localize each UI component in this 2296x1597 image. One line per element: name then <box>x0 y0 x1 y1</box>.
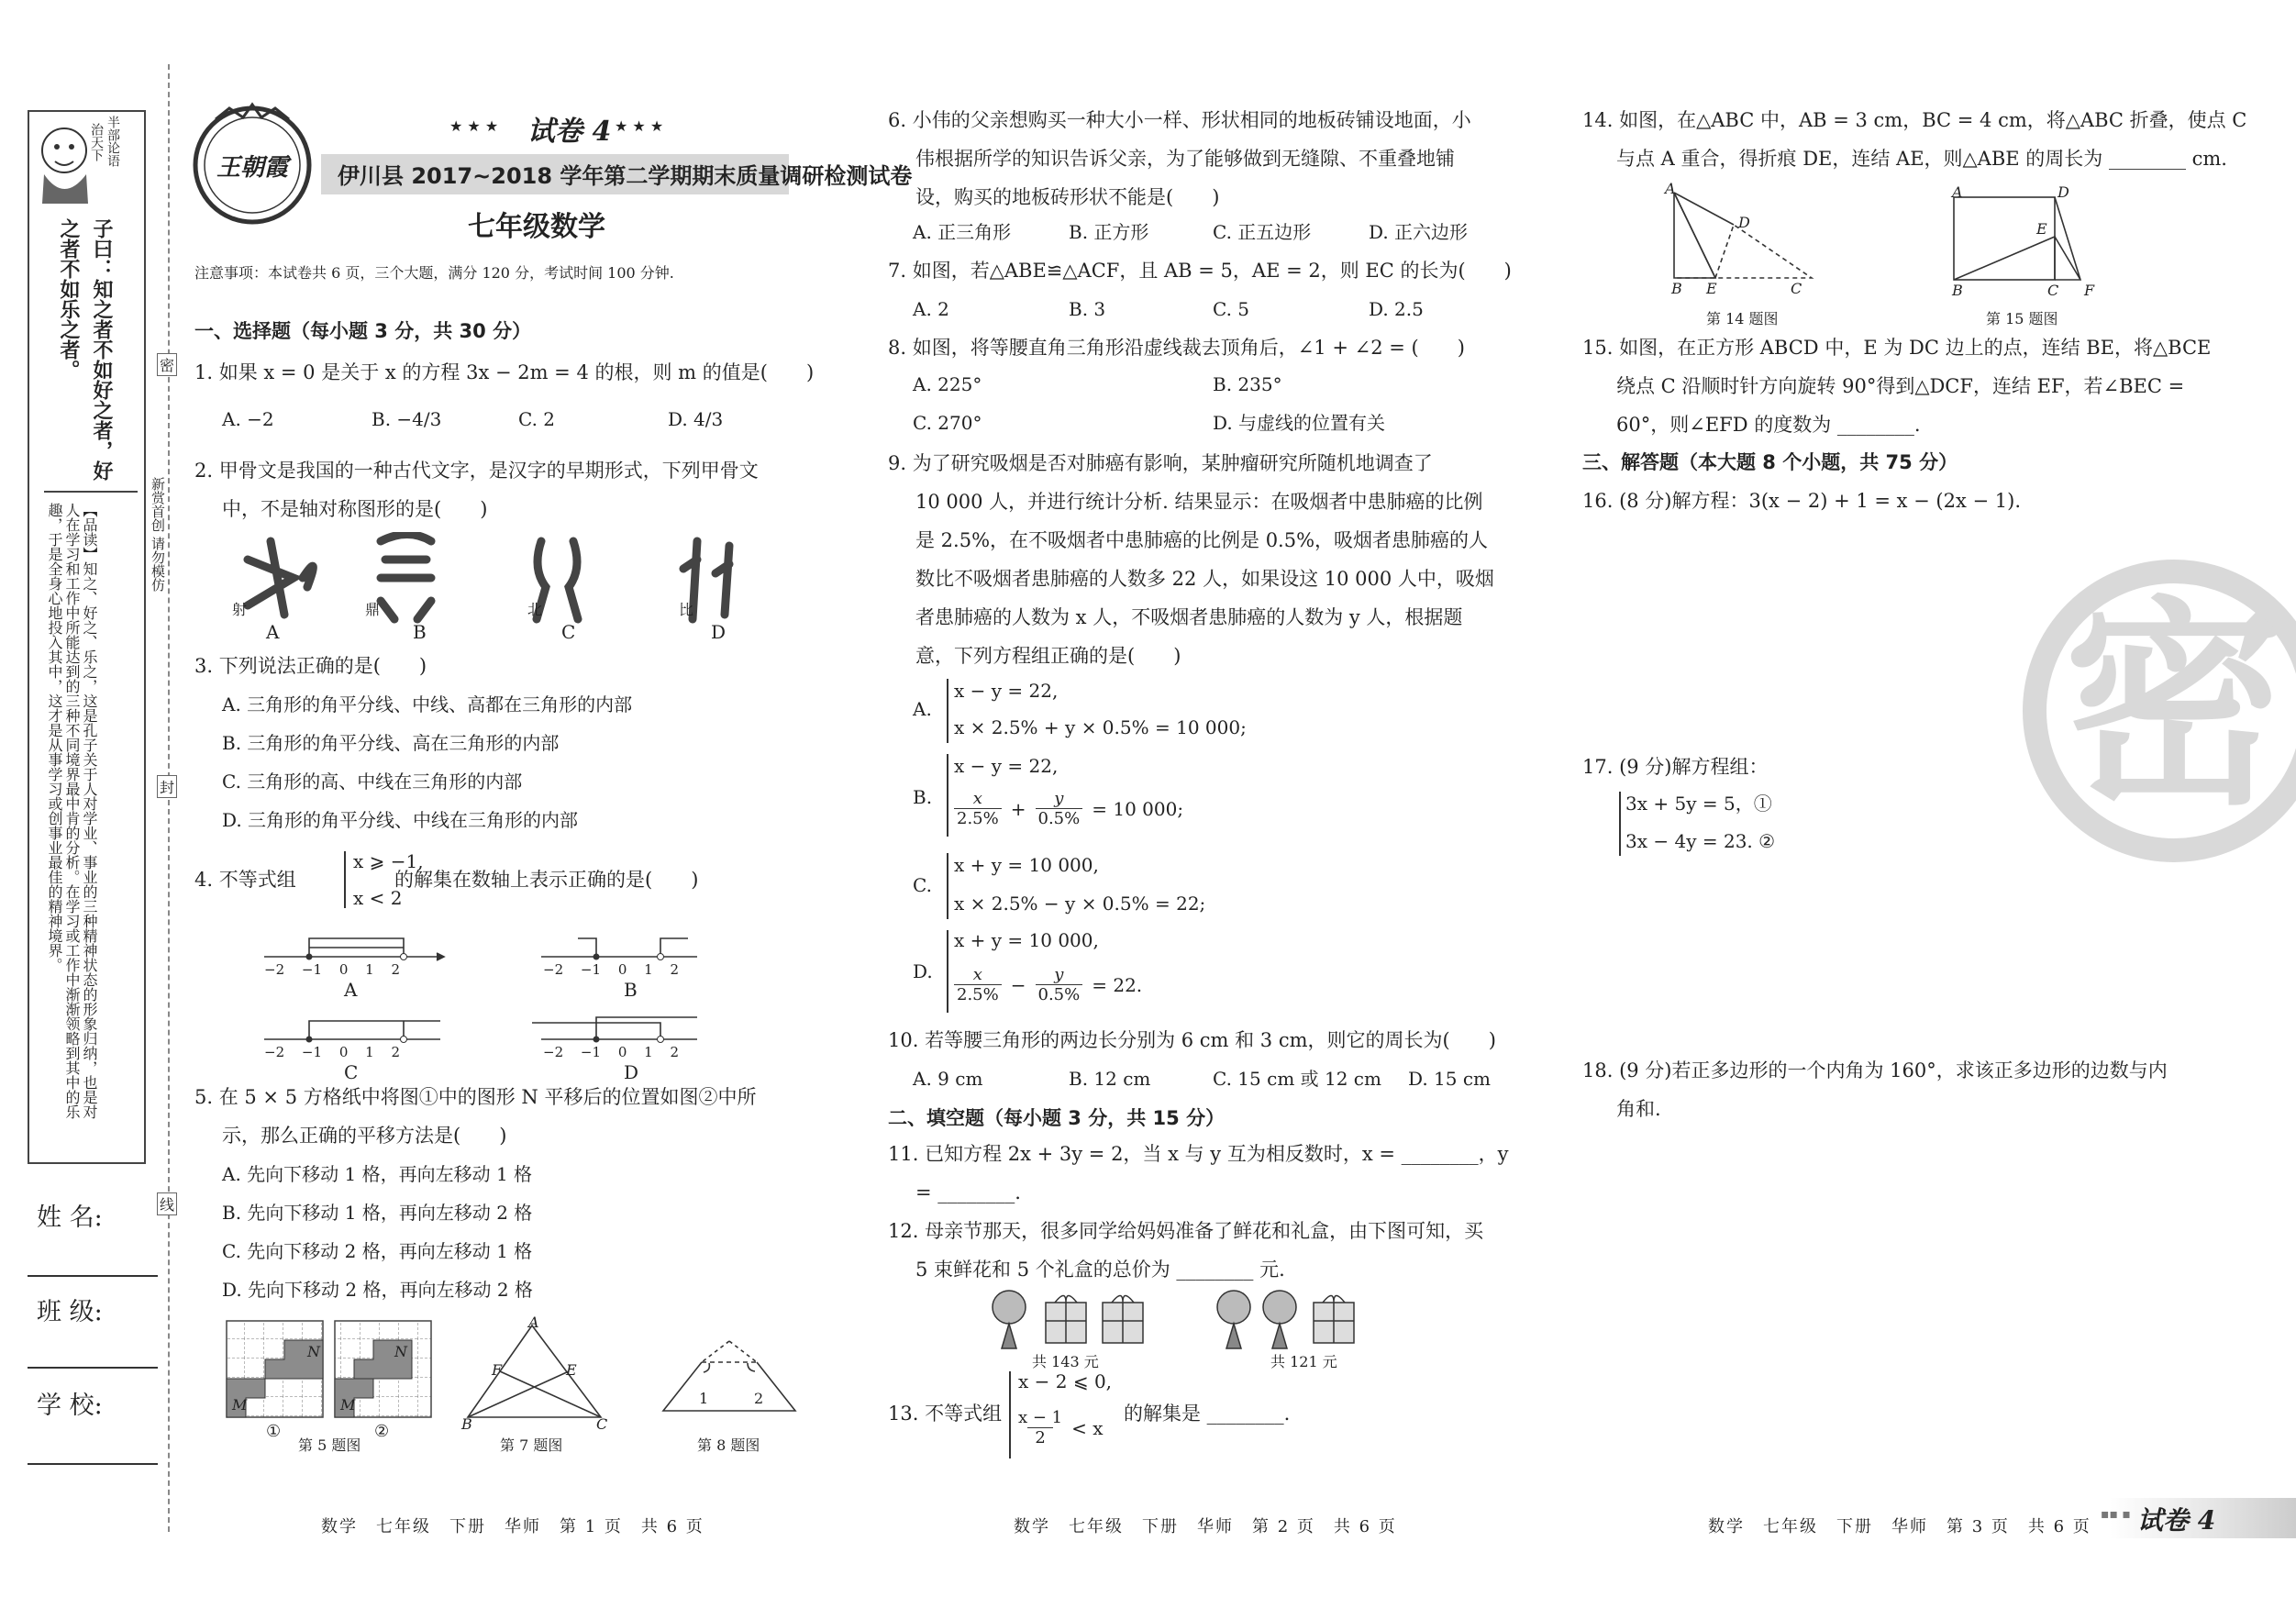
fig15-pt-b: B <box>1952 282 1963 299</box>
q9b-num-y: y <box>1054 789 1064 808</box>
q13-brace <box>1009 1371 1016 1458</box>
seal-char-feng: 封 <box>157 775 177 798</box>
flower-bouquet-icon <box>993 1291 1026 1348</box>
q9-option-c-eq2: x × 2.5% − y × 0.5% = 22; <box>954 893 1206 915</box>
q9-stem-1: 9. 为了研究吸烟是否对肺癌有影响，某肿瘤研究所随机地调查了 <box>888 452 1433 474</box>
fig14-caption: 第 14 题图 <box>1706 310 1779 327</box>
q9-option-b-letter[interactable]: B. <box>913 786 933 808</box>
q7-option-b[interactable]: B. 3 <box>1069 298 1106 320</box>
q4-ticks-b: −2 −1 0 1 2 <box>543 961 680 978</box>
q1-stem: 1. 如果 x = 0 是关于 x 的方程 3x − 2m = 4 的根，则 m 的值是( ) <box>194 361 815 383</box>
class-field[interactable] <box>28 1367 158 1369</box>
oracle-char-a <box>248 541 313 615</box>
q2-stem-line2: 中，不是轴对称图形的是( ) <box>222 498 488 520</box>
q10-option-b[interactable]: B. 12 cm <box>1069 1068 1151 1090</box>
stars-right-icon: ★ ★ ★ <box>615 117 664 135</box>
fig7-pt-f: F <box>492 1361 503 1379</box>
q12-stem-1: 12. 母亲节那天，很多同学给妈妈准备了鲜花和礼盒，由下图可知，买 <box>888 1220 1484 1242</box>
q6-option-a[interactable]: A. 正三角形 <box>913 221 1012 243</box>
fig14-pt-c: C <box>1791 280 1802 297</box>
fig14-diagram <box>1665 188 1821 284</box>
q9-option-a-letter[interactable]: A. <box>913 698 932 720</box>
confucius-badge <box>31 114 139 205</box>
fig15-pt-d: D <box>2058 183 2069 201</box>
q15-stem-1: 15. 如图，在正方形 ABCD 中，E 为 DC 边上的点，连结 BE，将△BCE <box>1582 337 2212 359</box>
pindu-text: 【品读】知之、好之、乐之，这是孔子关于人对学业、事业的三种精神状态的形象归纳，也是对人在学习和工作中所能达到的三种不同境界最中肯的分析。在学习或工作中渐渐领略到其中的乐趣，于是全身心地投入其中，这才是从事学习或创事业最佳的精神境界。 <box>46 503 98 1119</box>
q2-option-c[interactable]: C <box>561 621 576 643</box>
q9-option-d-eq1: x + y = 10 000, <box>954 929 1099 951</box>
q9-option-b-eq1: x − y = 22, <box>954 755 1059 777</box>
fig15-caption: 第 15 题图 <box>1986 310 2058 327</box>
q3-stem: 3. 下列说法正确的是( ) <box>194 655 427 677</box>
q7-option-a[interactable]: A. 2 <box>913 298 949 320</box>
q2-char-d: 比 <box>679 601 694 618</box>
badge-text-1: 半部论语 <box>105 116 120 167</box>
q11-stem-2: = ________. <box>915 1181 1021 1203</box>
fig5-m1: M <box>232 1396 248 1414</box>
q18-stem-2: 角和. <box>1616 1098 1661 1120</box>
q8-option-d[interactable]: D. 与虚线的位置有关 <box>1213 412 1386 434</box>
q9d-num-x: x <box>972 965 982 984</box>
q13-sys-2 <box>1018 1408 1104 1447</box>
q13-suffix: 的解集是 ________. <box>1124 1403 1291 1425</box>
q9-option-c-brace <box>947 853 954 919</box>
q2-char-c: 北 <box>527 601 543 618</box>
q4-sys-1: x ⩾ −1, <box>353 850 424 872</box>
confucius-quote: 子曰：知之者不如好之者，好之者不如乐之者。 <box>57 218 113 481</box>
name-label: 姓 名: <box>37 1203 103 1232</box>
q9-stem-6: 意，下列方程组正确的是( ) <box>915 645 1181 667</box>
fig7-diagram <box>454 1316 619 1436</box>
q1-option-c[interactable]: C. 2 <box>518 408 556 430</box>
q9d-num-y: y <box>1054 965 1064 984</box>
q5-stem-line2: 示，那么正确的平移方法是( ) <box>222 1125 507 1147</box>
q5-option-a[interactable]: A. 先向下移动 1 格，再向左移动 1 格 <box>222 1163 533 1185</box>
q15-stem-2: 绕点 C 沿顺时针方向旋转 90°得到△DCF，连结 EF，若∠BEC = <box>1616 375 2185 397</box>
q12-stem-2: 5 束鲜花和 5 个礼盒的总价为 ________ 元. <box>915 1259 1285 1281</box>
fig15-pt-a: A <box>1952 183 1963 201</box>
exam-title: 伊川县 2017~2018 学年第二学期期末质量调研检测试卷 <box>338 163 913 189</box>
fig7-pt-e: E <box>566 1361 577 1379</box>
q12-caption-2: 共 121 元 <box>1270 1353 1337 1370</box>
q4-sys-2: x < 2 <box>353 887 403 909</box>
fig14-pt-e: E <box>1706 280 1717 297</box>
q4-option-a[interactable]: A <box>344 979 358 1001</box>
name-field[interactable] <box>28 1275 158 1277</box>
q13-sys-1: x − 2 ⩽ 0, <box>1018 1370 1113 1392</box>
fig5-n2: N <box>394 1343 407 1360</box>
confucius-figure-icon <box>31 114 139 205</box>
subject-title: 七年级数学 <box>468 211 605 243</box>
q9-option-c-eq1: x + y = 10 000, <box>954 854 1099 876</box>
q4-prefix: 4. 不等式组 <box>194 869 296 891</box>
q10-option-c[interactable]: C. 15 cm 或 12 cm <box>1213 1068 1381 1090</box>
fig14-pt-a: A <box>1665 180 1676 197</box>
q17-stem: 17. (9 分)解方程组： <box>1582 756 1769 778</box>
q9-option-a-eq1: x − y = 22, <box>954 680 1059 702</box>
q11-stem-1: 11. 已知方程 2x + 3y = 2，当 x 与 y 互为相反数时，x = ________，y <box>888 1143 1509 1165</box>
q4-ticks-c: −2 −1 0 1 2 <box>264 1044 401 1060</box>
q9-stem-4: 数比不吸烟者患肺癌的人数多 22 人，如果设这 10 000 人中，吸烟 <box>915 568 1494 590</box>
q5-stem-line1: 5. 在 5 × 5 方格纸中将图①中的图形 N 平移后的位置如图②中所 <box>194 1086 757 1108</box>
q2-char-a: 射 <box>232 601 248 618</box>
fig5-label-1: ① <box>266 1422 282 1441</box>
fig14-pt-b: B <box>1671 280 1682 297</box>
q10-option-a[interactable]: A. 9 cm <box>913 1068 983 1090</box>
school-label: 学 校: <box>37 1392 103 1420</box>
q9-option-d-eq2 <box>954 965 1142 1004</box>
q14-stem-2: 与点 A 重合，得折痕 DE，连结 AE，则△ABE 的周长为 ________ cm. <box>1616 148 2227 170</box>
q9d-rhs: = 22. <box>1092 973 1143 996</box>
seal-line <box>168 64 170 1532</box>
paper-label: 试卷 4 <box>527 116 612 148</box>
q7-option-d[interactable]: D. 2.5 <box>1369 298 1424 320</box>
q7-option-c[interactable]: C. 5 <box>1213 298 1250 320</box>
q13-ineq-rhs: < x <box>1071 1416 1104 1439</box>
footer-page-2: 数学 七年级 下册 华师 第 2 页 共 6 页 <box>1014 1517 1397 1536</box>
fig5-label-2: ② <box>374 1422 390 1441</box>
q2-stem-line1: 2. 甲骨文是我国的一种古代文字，是汉字的早期形式，下列甲骨文 <box>194 460 759 482</box>
q9b-den-2: 0.5% <box>1036 808 1083 828</box>
logo-text: 王朝霞 <box>216 154 288 182</box>
q9-option-d-letter[interactable]: D. <box>913 960 933 982</box>
fig5-caption: 第 5 题图 <box>298 1436 361 1454</box>
q4-ticks-d: −2 −1 0 1 2 <box>543 1044 680 1060</box>
flower-bouquet-icon <box>1263 1291 1296 1348</box>
q13-prefix: 13. 不等式组 <box>888 1403 1003 1425</box>
q3-option-d[interactable]: D. 三角形的角平分线、中线在三角形的内部 <box>222 809 579 831</box>
section-1-title: 一、选择题（每小题 3 分，共 30 分） <box>194 320 532 342</box>
q7-stem: 7. 如图，若△ABE≌△ACF，且 AB = 5，AE = 2，则 EC 的长为( ) <box>888 260 1512 282</box>
fig15-pt-e: E <box>2036 220 2047 238</box>
q9-option-d-brace <box>947 930 954 1013</box>
watermark-char: 密 <box>2063 578 2284 835</box>
corner-paper-label: 试卷 4 <box>2137 1505 2216 1536</box>
fig5-n1: N <box>307 1343 320 1360</box>
q8-option-b[interactable]: B. 235° <box>1213 373 1282 395</box>
brand-logo <box>188 101 316 229</box>
q6-option-d[interactable]: D. 正六边形 <box>1369 221 1469 243</box>
notice-vertical: 新赏首创 请勿模仿 <box>150 477 166 592</box>
q9-stem-2: 10 000 人，并进行统计分析. 结果显示：在吸烟者中患肺癌的比例 <box>915 491 1483 513</box>
q12-gift-flower-figure <box>982 1284 1394 1350</box>
corner-dots-icon: ▪▪ ▪ <box>2101 1507 2131 1522</box>
notice: 注意事项：本试卷共 6 页，三个大题，满分 120 分，考试时间 100 分钟. <box>194 264 674 282</box>
q6-option-c[interactable]: C. 正五边形 <box>1213 221 1312 243</box>
q9b-plus: + <box>1010 797 1026 820</box>
q8-option-c[interactable]: C. 270° <box>913 412 982 434</box>
q4-option-c[interactable]: C <box>344 1061 359 1083</box>
q12-caption-1: 共 143 元 <box>1032 1353 1099 1370</box>
q1-option-a[interactable]: A. −2 <box>222 408 274 430</box>
q13-den: 2 <box>1027 1427 1052 1447</box>
q16-stem: 16. (8 分)解方程：3(x − 2) + 1 = x − (2x − 1). <box>1582 490 2022 512</box>
q4-option-d[interactable]: D <box>624 1061 639 1083</box>
footer-page-1: 数学 七年级 下册 华师 第 1 页 共 6 页 <box>321 1517 704 1536</box>
q9b-den-1: 2.5% <box>954 808 1002 828</box>
fig7-pt-b: B <box>461 1415 472 1433</box>
q8-stem: 8. 如图，将等腰直角三角形沿虚线裁去顶角后，∠1 + ∠2 = ( ) <box>888 337 1465 359</box>
q9-stem-3: 是 2.5%，在不吸烟者中患肺癌的比例是 0.5%，吸烟者患肺癌的人 <box>915 529 1489 551</box>
q17-eq2: 3x − 4y = 23. ② <box>1625 830 1776 852</box>
fig8-caption: 第 8 题图 <box>697 1436 760 1454</box>
oracle-char-c <box>537 541 578 619</box>
section-2-title: 二、填空题（每小题 3 分，共 15 分） <box>888 1107 1226 1129</box>
oracle-char-b <box>381 535 431 620</box>
q2-option-a[interactable]: A <box>266 621 280 643</box>
q6-stem-1: 6. 小伟的父亲想购买一种大小一样、形状相同的地板砖铺设地面，小 <box>888 109 1471 131</box>
q4-option-b[interactable]: B <box>624 979 638 1001</box>
q18-stem-1: 18. (9 分)若正多边形的一个内角为 160°，求该正多边形的边数与内 <box>1582 1059 2168 1081</box>
fig15-diagram <box>1945 193 2082 284</box>
fig14-pt-d: D <box>1738 214 1750 231</box>
q3-option-a[interactable]: A. 三角形的角平分线、中线、高都在三角形的内部 <box>222 693 633 715</box>
q4-suffix: 的解集在数轴上表示正确的是( ) <box>394 869 699 891</box>
q9d-den-2: 0.5% <box>1036 984 1083 1004</box>
q10-stem: 10. 若等腰三角形的两边长分别为 6 cm 和 3 cm，则它的周长为( ) <box>888 1029 1496 1051</box>
q9-option-b-eq2 <box>954 789 1183 828</box>
q9-option-a-eq2: x × 2.5% + y × 0.5% = 10 000; <box>954 716 1247 738</box>
q9b-rhs: = 10 000; <box>1092 797 1184 820</box>
q13-num: x − 1 <box>1018 1408 1063 1427</box>
q9-option-a-brace <box>947 679 954 743</box>
fig7-caption: 第 7 题图 <box>500 1436 563 1454</box>
gift-box-icon <box>1103 1296 1143 1344</box>
q9b-num-x: x <box>972 789 982 808</box>
q14-stem-1: 14. 如图，在△ABC 中，AB = 3 cm，BC = 4 cm，将△ABC 折叠，使点 C <box>1582 109 2247 131</box>
footer-page-3: 数学 七年级 下册 华师 第 3 页 共 6 页 <box>1708 1517 2091 1536</box>
q9d-den-1: 2.5% <box>954 984 1002 1004</box>
q4-ticks-a: −2 −1 0 1 2 <box>264 961 401 978</box>
q10-option-d[interactable]: D. 15 cm <box>1408 1068 1492 1090</box>
section-3-title: 三、解答题（本大题 8 个小题，共 75 分） <box>1582 451 1958 473</box>
q15-stem-3: 60°，则∠EFD 的度数为 ________. <box>1616 414 1921 436</box>
gift-box-icon <box>1046 1296 1086 1344</box>
gift-box-icon <box>1314 1296 1354 1344</box>
q5-option-b[interactable]: B. 先向下移动 1 格，再向左移动 2 格 <box>222 1202 533 1224</box>
q9-option-c-letter[interactable]: C. <box>913 874 932 896</box>
q5-option-c[interactable]: C. 先向下移动 2 格，再向左移动 1 格 <box>222 1240 533 1262</box>
q5-option-d[interactable]: D. 先向下移动 2 格，再向左移动 2 格 <box>222 1279 533 1301</box>
fig8-angle-2: 2 <box>754 1390 764 1407</box>
fig8-angle-1: 1 <box>699 1390 709 1407</box>
q9-stem-5: 者患肺癌的人数为 x 人，不吸烟者患肺癌的人数为 y 人，根据题 <box>915 606 1463 628</box>
q2-option-b[interactable]: B <box>413 621 427 643</box>
q2-char-b: 鼎 <box>365 601 381 618</box>
q3-option-c[interactable]: C. 三角形的高、中线在三角形的内部 <box>222 771 523 793</box>
q9d-minus: − <box>1010 973 1026 996</box>
badge-text-2: 治天下 <box>89 123 104 161</box>
fig15-pt-c: C <box>2047 282 2059 299</box>
q1-option-d[interactable]: D. 4/3 <box>668 408 724 430</box>
q3-option-b[interactable]: B. 三角形的角平分线、高在三角形的内部 <box>222 732 560 754</box>
q6-stem-3: 设，购买的地板砖形状不能是( ) <box>915 186 1220 208</box>
q8-option-a[interactable]: A. 225° <box>913 373 982 395</box>
q1-option-b[interactable]: B. −4/3 <box>372 408 442 430</box>
q4-brace <box>344 851 353 908</box>
fig5-m2: M <box>340 1396 356 1414</box>
q2-option-d[interactable]: D <box>711 621 727 643</box>
fig5-grids <box>225 1319 445 1425</box>
stars-left-icon: ★ ★ ★ <box>449 117 499 135</box>
flower-bouquet-icon <box>1217 1291 1250 1348</box>
q6-option-b[interactable]: B. 正方形 <box>1069 221 1149 243</box>
fig15-pt-f: F <box>2084 282 2095 299</box>
seal-char-xian: 线 <box>157 1192 177 1215</box>
q17-eq1: 3x + 5y = 5，① <box>1625 793 1772 815</box>
fig8-diagram <box>656 1339 803 1413</box>
q9-option-b-brace <box>947 754 954 837</box>
seal-char-mi: 密 <box>157 353 177 376</box>
fig7-pt-a: A <box>528 1314 539 1331</box>
school-field[interactable] <box>28 1463 158 1465</box>
q6-stem-2: 伟根据所学的知识告诉父亲，为了能够做到无缝隙、不重叠地铺 <box>915 148 1455 170</box>
class-label: 班 级: <box>37 1298 103 1326</box>
fig7-pt-c: C <box>596 1415 608 1433</box>
